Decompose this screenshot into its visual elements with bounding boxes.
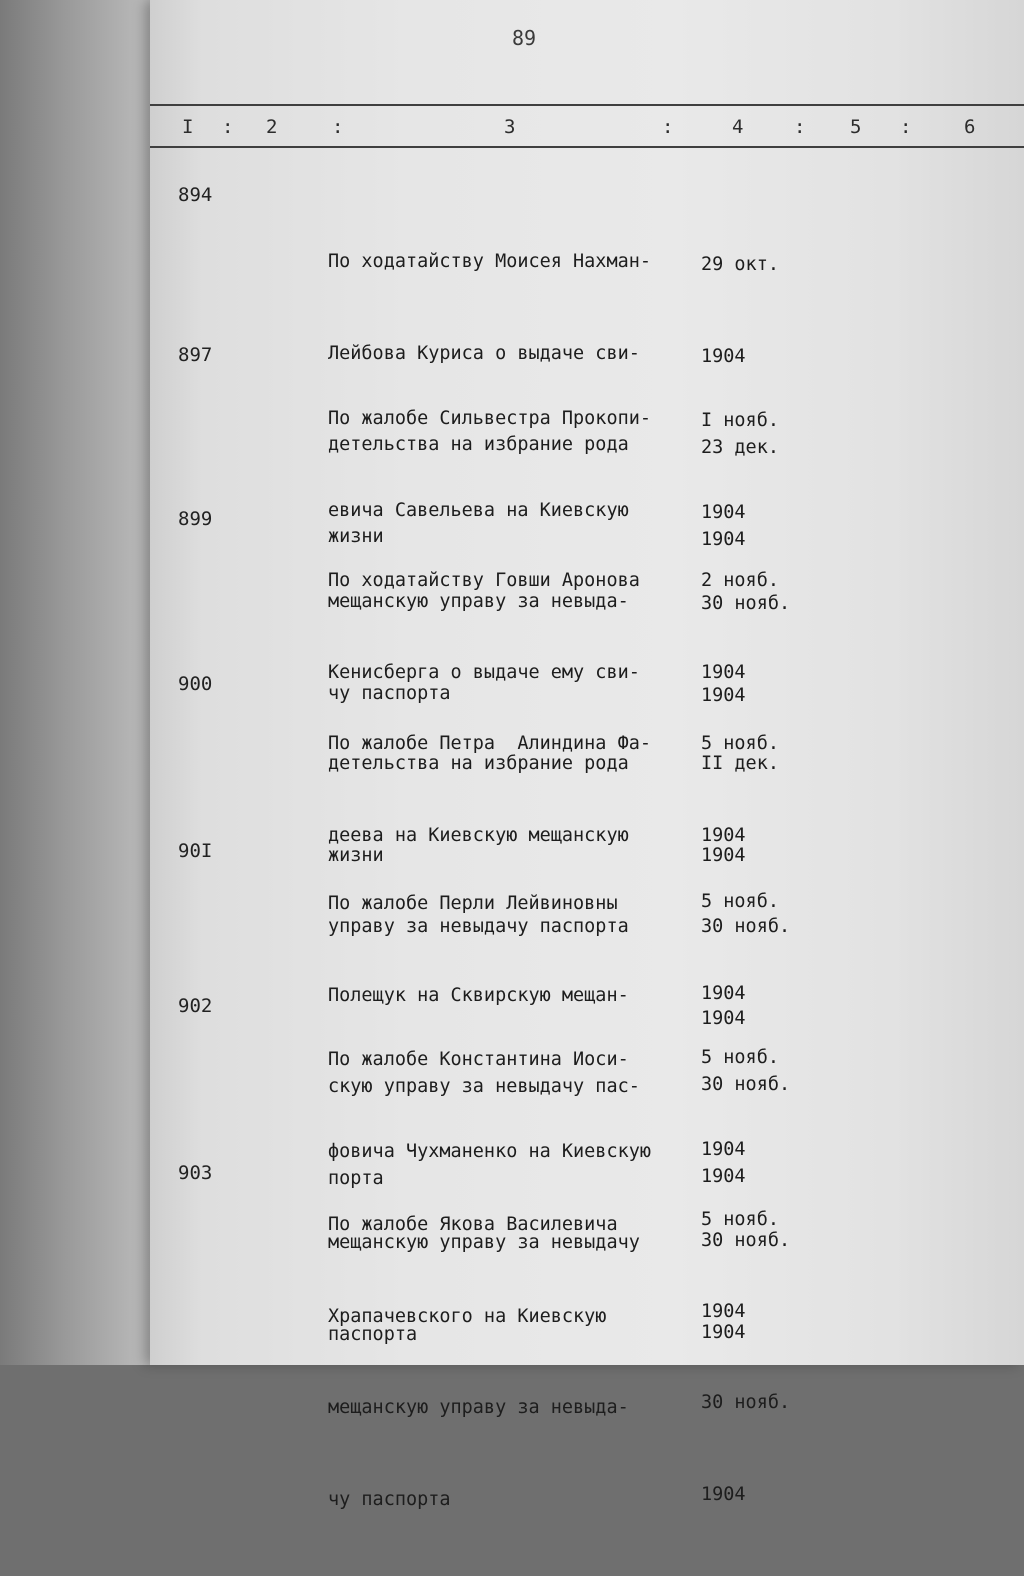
column-header-3: 3 [504,116,516,138]
entry-text-line: По жалобе Константина Иоси- [328,1049,629,1070]
entry-text-line: По ходатайству Говши Аронова [328,570,640,591]
entry-text-line: По жалобе Сильвестра Прокопи- [328,408,652,429]
entry-text-line: управу за невыдачу паспорта [328,916,629,937]
entry-text-line: паспорта [328,1323,418,1345]
entry-text-line: мещанскую управу за невыда- [328,1397,629,1418]
entry-date-line: 5 нояб. [701,733,779,754]
entry-text-line: евича Савельева на Киевскую [328,499,629,521]
column-separator: : [222,116,234,138]
entry-text-line: По жалобе Петра Алиндина Фа- [328,733,652,754]
entry-date-line: 23 дек. [701,437,779,458]
entry-date-line: 5 нояб. [701,1209,779,1230]
column-header-6: 6 [964,116,976,138]
column-separator: : [794,116,806,138]
entry-text-line: детельства на избрание рода [328,434,629,455]
entry-dates [701,1144,851,1571]
page-number: 89 [512,26,537,50]
entry-text-line: жизни [328,844,384,866]
entry-date-line: 5 нояб. [701,891,779,912]
column-separator: : [332,116,344,138]
entry-date-line: 1904 [701,844,746,866]
header-rule-bottom [150,146,1024,148]
column-header-4: 4 [732,116,744,138]
entry-text-line: фовича Чухманенко на Киевскую [328,1140,652,1162]
entry-date-line: 1904 [701,1300,746,1322]
entry-date-line: 1904 [701,1321,746,1343]
entry-text-line: По ходатайству Моисея Нахман- [328,251,652,272]
entry-text-line: По жалобе Якова Василевича [328,1214,618,1235]
entry-date-line: 2 нояб. [701,570,779,591]
entry-date-line: 30 нояб. [701,1392,791,1413]
entry-text-line: По жалобе Перли Лейвиновны [328,893,618,914]
entry-date-line: 30 нояб. [701,1074,791,1095]
entry-date-line: 30 нояб. [701,593,791,614]
entry-text-line: мещанскую управу за невыда- [328,591,629,612]
entry-text-line: Храпачевского на Киевскую [328,1305,607,1327]
entry-date-line: 1904 [701,345,746,367]
entry-text-line: жизни [328,525,384,547]
column-separator: : [662,116,674,138]
entry-text-line: деева на Киевскую мещанскую [328,824,629,846]
entry-date-line: 30 нояб. [701,916,791,937]
header-rule-top [150,104,1024,106]
entry-text-line: скую управу за невыдачу пас- [328,1076,640,1097]
entry-date-line: 1904 [701,1165,746,1187]
entry-description [328,1149,708,1576]
entry-number: 902 [178,995,213,1017]
entry-text-line: детельства на избрание рода [328,753,629,774]
entry-text-line: порта [328,1167,384,1189]
entry-number: 900 [178,673,213,695]
entry-text-line: Лейбова Куриса о выдаче сви- [328,342,640,364]
entry-date-line: II дек. [701,753,779,774]
document-page [150,0,1024,1510]
entry-text-line: Полещук на Сквирскую мещан- [328,984,629,1006]
entry-date-line: 1904 [701,661,746,683]
entry-text-line: мещанскую управу за невыдачу [328,1232,640,1253]
column-header-2: 2 [266,116,278,138]
entry-text-line: чу паспорта [328,682,451,704]
entry-date-line: 1904 [701,501,746,523]
entry-number: 894 [178,184,213,206]
entry-date-line: 1904 [701,824,746,846]
entry-number: 897 [178,344,213,366]
entry-date-line: 1904 [701,1138,746,1160]
entry-date-line: 1904 [701,528,746,550]
entry-date-line: 5 нояб. [701,1047,779,1068]
entry-number: 90I [178,840,213,862]
entry-date-line: 1904 [701,1007,746,1029]
column-separator: : [900,116,912,138]
entry-number: 899 [178,508,213,530]
entry-date-line: 29 окт. [701,254,779,275]
entry-date-line: 1904 [701,1483,746,1505]
column-header-1: I [182,116,194,138]
column-header-5: 5 [850,116,862,138]
entry-date-line: I нояб. [701,410,779,431]
entry-text-line: Кенисберга о выдаче ему сви- [328,661,640,683]
entry-date-line: 1904 [701,982,746,1004]
entry-date-line: 30 нояб. [701,1230,791,1251]
entry-date-line: 1904 [701,684,746,706]
entry-text-line: чу паспорта [328,1488,451,1510]
entry-number: 903 [178,1162,213,1184]
